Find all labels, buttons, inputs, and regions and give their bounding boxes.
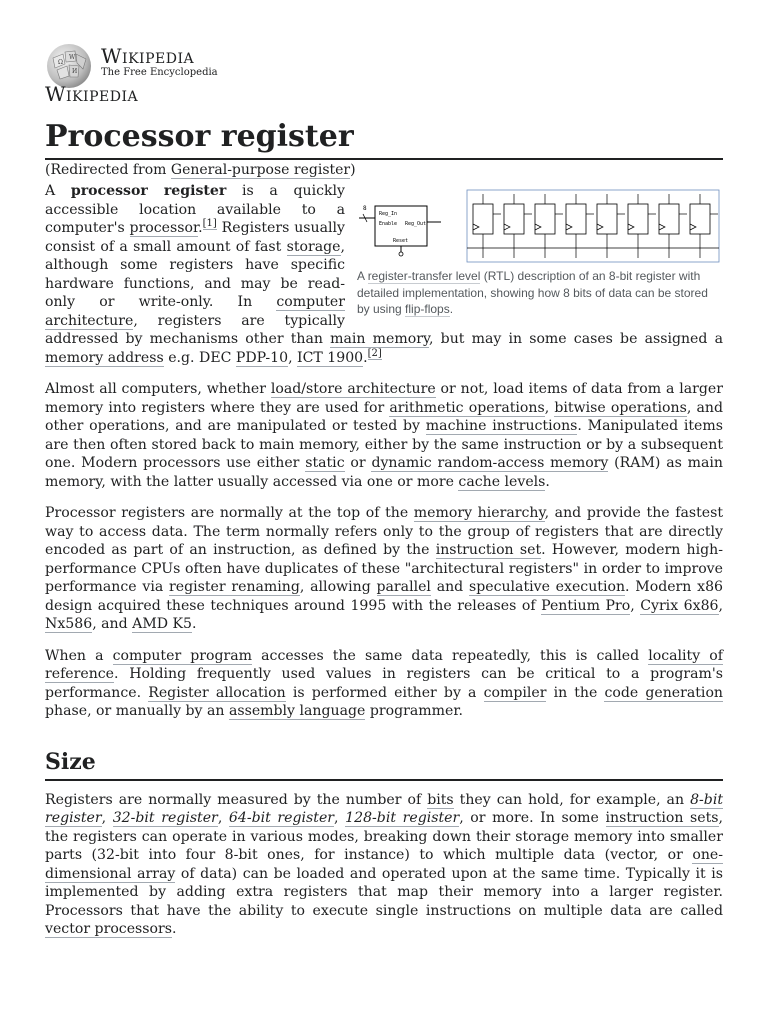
article-page bbox=[45, 0, 723, 939]
bus-width-label: 8 bbox=[363, 205, 367, 212]
link-8-bit-register[interactable]: 8-bit register bbox=[45, 791, 723, 826]
text: . Manipulated items are then often stored back to main memory, either by the same instruction or by a subsequent one. Modern processors use either bbox=[45, 418, 723, 471]
caption-link-rtl[interactable]: register-transfer level bbox=[367, 269, 481, 283]
text: Registers are normally measured by the number of bbox=[45, 791, 428, 808]
reference-1[interactable]: [1] bbox=[202, 218, 217, 230]
redirect-source-link[interactable]: General-purpose register bbox=[170, 162, 351, 178]
svg-text:И: И bbox=[72, 68, 78, 75]
section-heading-size: Size bbox=[45, 747, 723, 781]
wikipedia-wordmark[interactable]: Wikipedia bbox=[101, 44, 195, 68]
link-memory-hierarchy[interactable]: memory hierarchy bbox=[413, 505, 545, 521]
text: in the bbox=[546, 684, 605, 701]
link-main-memory[interactable]: main memory bbox=[330, 331, 430, 347]
text: , allowing bbox=[299, 579, 377, 595]
text: or not, load items of data from a larger memory into registers where they are used for bbox=[45, 381, 723, 416]
enable-label: Enable bbox=[379, 221, 398, 227]
text: . However, modern high-performance CPUs often have duplicates of these "architectural registers" in order to improve performance via bbox=[45, 542, 723, 595]
link-pdp-10[interactable]: PDP-10 bbox=[235, 349, 289, 366]
link-amd-k5[interactable]: AMD K5 bbox=[132, 616, 193, 632]
text: , bbox=[217, 810, 229, 826]
text: programmer. bbox=[365, 703, 463, 719]
paragraph-intro: A processor register is a quickly accessible location available to a computer's processor.[1] Registers usually consist of a small amount of fast storage, although some registers have specific hardware functions, and may be read-only or write-only. In computer architecture, registers are typically addressed by mechanisms other than main memory, but may in some cases be assigned a memory address e.g. DEC PDP-10, ICT 1900.[2] bbox=[45, 183, 723, 366]
text: A bbox=[45, 183, 71, 199]
text: , or more. In some bbox=[459, 810, 606, 826]
text: is a quickly accessible location available to a computer's bbox=[45, 183, 345, 236]
text: , registers are typically addressed by mechanisms other than bbox=[45, 312, 345, 347]
text: (RAM) as main memory, with the latter usually accessed via one or more bbox=[45, 455, 723, 490]
link-register-allocation[interactable]: Register allocation bbox=[148, 684, 286, 701]
text: . Modern x86 design acquired these techniques around 1995 with the releases of bbox=[45, 579, 724, 614]
text: Almost all computers, whether bbox=[45, 381, 271, 397]
link-parallel[interactable]: parallel bbox=[376, 579, 431, 595]
text: , bbox=[544, 399, 555, 416]
text: of data) can be loaded and operated upon at the same time. Typically it is implemented by adding extra registers that map their memory into a larger register. Processors that have the ability to execute single instructions on multiple data are called bbox=[45, 865, 723, 919]
text: , bbox=[288, 349, 298, 366]
link-cache-levels[interactable]: cache levels bbox=[458, 473, 546, 490]
text: accesses the same data repeatedly, this is called bbox=[252, 647, 649, 664]
text: , bbox=[630, 597, 641, 614]
redirect-prefix: (Redirected from bbox=[45, 162, 171, 178]
link-register-renaming[interactable]: register renaming bbox=[169, 579, 300, 595]
link-compiler[interactable]: compiler bbox=[483, 684, 547, 701]
text: phase, or manually by an bbox=[45, 703, 229, 719]
paragraph-memory-hierarchy bbox=[45, 504, 723, 634]
link-processor[interactable]: processor bbox=[129, 220, 199, 236]
rtl-register-figure bbox=[355, 180, 723, 318]
link-arithmetic-operations[interactable]: arithmetic operations bbox=[389, 399, 545, 416]
text: . bbox=[171, 921, 177, 937]
link-bits[interactable]: bits bbox=[427, 791, 454, 808]
link-ict-1900[interactable]: ICT 1900 bbox=[297, 349, 364, 366]
paragraph-size bbox=[45, 791, 723, 939]
text: , bbox=[718, 597, 723, 614]
site-header bbox=[45, 0, 723, 106]
page-title: Processor register bbox=[45, 106, 723, 160]
link-dram[interactable]: dynamic random-access memory bbox=[371, 455, 609, 471]
text: is performed either by a bbox=[285, 684, 484, 701]
text: e.g. DEC bbox=[163, 349, 236, 366]
paragraph-locality bbox=[45, 647, 723, 721]
link-machine-instructions[interactable]: machine instructions bbox=[425, 418, 578, 434]
link-nx586[interactable]: Nx586 bbox=[45, 616, 93, 632]
text: and bbox=[430, 579, 469, 595]
text: Processor registers are normally at the top of the bbox=[45, 505, 414, 521]
wikipedia-tagline: The Free Encyclopedia bbox=[101, 67, 218, 78]
text: , bbox=[334, 810, 346, 826]
link-cyrix-6x86[interactable]: Cyrix 6x86 bbox=[640, 597, 719, 614]
link-storage[interactable]: storage bbox=[286, 238, 341, 255]
caption-text-1: (RTL) description of an 8-bit register with detailed implementation, showing how 8 bits of data can be stored by using bbox=[357, 269, 708, 316]
reg-out-label: Reg_Out bbox=[405, 221, 427, 227]
link-bitwise-operations[interactable]: bitwise operations bbox=[554, 399, 687, 416]
paragraph-load-store bbox=[45, 380, 723, 491]
text: . bbox=[363, 349, 368, 366]
link-load-store-architecture[interactable]: load/store architecture bbox=[270, 381, 436, 397]
link-vector-processors[interactable]: vector processors bbox=[45, 921, 172, 937]
link-speculative-execution[interactable]: speculative execution bbox=[468, 579, 626, 595]
svg-text:Ω: Ω bbox=[58, 59, 63, 66]
caption-text-2: . bbox=[449, 302, 454, 316]
caption-text-a: A bbox=[357, 269, 368, 283]
text: , bbox=[101, 810, 113, 826]
text: , and provide the fastest way to access data. The term normally refers only to the group of registers that are directly encoded as part of an instruction, as defined by the bbox=[45, 505, 723, 558]
link-static[interactable]: static bbox=[305, 455, 345, 471]
link-one-dimensional-array[interactable]: one-dimensional array bbox=[45, 847, 723, 882]
reset-label: Reset bbox=[393, 238, 409, 244]
wikipedia-wordmark-secondary[interactable]: Wikipedia bbox=[45, 82, 139, 106]
link-pentium-pro[interactable]: Pentium Pro bbox=[541, 597, 631, 614]
link-128-bit-register[interactable]: 128-bit register bbox=[345, 810, 460, 826]
text: . Holding frequently used values in registers can be critical to a program's performance. bbox=[45, 666, 723, 701]
redirect-suffix: ) bbox=[350, 162, 356, 178]
link-code-generation[interactable]: code generation bbox=[604, 684, 724, 701]
rtl-register-diagram[interactable] bbox=[355, 182, 721, 264]
figure-caption bbox=[355, 268, 723, 318]
link-computer-program[interactable]: computer program bbox=[112, 647, 253, 664]
reference-2[interactable]: [2] bbox=[367, 347, 382, 359]
text: Registers usually consist of a small amount of fast bbox=[45, 220, 345, 255]
text: , although some registers have specific hardware functions, and may be read-only or write-only. In bbox=[45, 238, 345, 310]
link-locality-of-reference[interactable]: locality of reference bbox=[45, 647, 723, 682]
text: or bbox=[344, 455, 372, 471]
bold-term: processor register bbox=[70, 183, 227, 199]
link-instruction-set[interactable]: instruction set bbox=[435, 542, 542, 558]
link-64-bit-register[interactable]: 64-bit register bbox=[228, 810, 335, 826]
text: , and other operations, and are manipulated or tested by bbox=[45, 399, 723, 434]
text: . bbox=[545, 473, 550, 490]
reg-in-label: Reg_In bbox=[379, 211, 398, 217]
link-assembly-language[interactable]: assembly language bbox=[228, 703, 366, 719]
text: , and bbox=[92, 616, 133, 632]
text: . bbox=[192, 616, 197, 632]
redirect-notice bbox=[45, 160, 723, 180]
text: they can hold, for example, an bbox=[453, 791, 691, 808]
caption-link-flip-flops[interactable]: flip-flops bbox=[405, 302, 450, 316]
link-instruction-sets[interactable]: instruction sets bbox=[605, 810, 719, 826]
link-32-bit-register[interactable]: 32-bit register bbox=[112, 810, 218, 826]
text: , but may in some cases be assigned a bbox=[429, 331, 723, 347]
text: When a bbox=[45, 647, 113, 664]
link-computer-architecture[interactable]: computer architecture bbox=[45, 294, 345, 329]
link-memory-address[interactable]: memory address bbox=[45, 349, 164, 366]
svg-text:W: W bbox=[69, 54, 76, 61]
text: , the registers can operate in various modes, breaking down their storage memory into smaller parts (32-bit into four 8-bit ones, for instance) to which multiple data (vector, or bbox=[45, 810, 724, 863]
